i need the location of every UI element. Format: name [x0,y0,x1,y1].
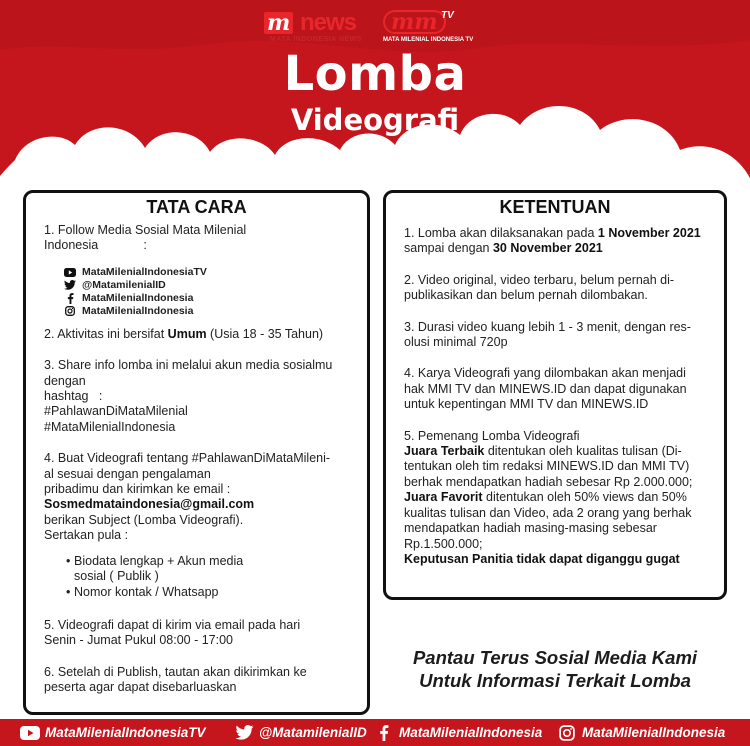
step-2 [44,327,353,342]
facebook-icon [374,725,394,741]
follow-message-line-1: Pantau Terus Sosial Media Kami [412,647,698,668]
youtube-icon [64,267,76,278]
list-item: • Nomor kontak / Whatsapp [66,584,219,599]
social-label: MataMilenialIndonesia [82,304,194,317]
mmitv-logo[interactable] [383,10,483,44]
step-3 [44,358,353,435]
list-item: • Biodata lengkap + Akun media [66,553,244,568]
minews-logo[interactable] [264,10,379,44]
step-5 [44,618,353,649]
twitter-icon [64,280,76,291]
end-date: 30 November 2021 [492,241,603,256]
footer-label: @MatamilenialID [259,725,367,740]
instagram-icon [64,306,76,317]
ketentuan-box [383,190,727,600]
footer-instagram[interactable] [557,719,725,746]
youtube-icon [20,725,40,741]
step-1-line-2: Indonesia : [44,238,147,253]
minews-logo-word: news [300,9,357,36]
rule-5: 5. Pemenang Lomba Videografi Juara Terbaik ditentukan oleh kualitas tulisan (Di- tentukan oleh tim redaksi MINEWS.ID dan MMI TV) berhak mendapatkan hadiah sebesar Rp 2.000.000; Juara Favorit ditentukan oleh 50% views dan 50% kualitas tulisan dan Video, ada 2 orang yang berhak mendapatkan hadiah masing-masing sebesar Rp.1.500.000; Keputusan Panitia tidak dapat diganggu gugat [404,428,693,566]
ketentuan-body [404,226,714,583]
footer-social-bar [0,719,750,746]
start-date: 1 November 2021 [597,226,701,240]
tata-cara-body [44,223,353,712]
twitter-icon [234,725,254,741]
tata-cara-box [23,190,370,715]
rule-3: 3. Durasi video kuang lebih 1 - 3 menit, dengan res- olusi minimal 720p [404,319,691,350]
footer-label: MataMilenialIndonesia [582,725,726,740]
tata-cara-title: TATA CARA [146,197,247,217]
hashtag-2: #MataMilenialIndonesia [44,419,176,434]
step-6-line: peserta agar dapat disebarluaskan [44,680,237,695]
step-5-line: Senin - Jumat Pukul 08:00 - 17:00 [44,633,234,648]
ketentuan-title: KETENTUAN [499,197,611,217]
rule-4: 4. Karya Videografi yang dilombakan akan menjadi hak MMI TV dan MINEWS.ID dan dapat digunakan untuk kepentingan MMI TV dan MINEWS.ID [404,366,687,412]
step-3-line: dengan [44,373,86,388]
juara-favorit-label: Juara Favorit [404,490,483,505]
list-item: sosial ( Publik ) [74,569,159,584]
footer-facebook[interactable] [374,719,542,746]
requirements-list [66,554,353,600]
email-link[interactable]: Sosmedmataindonesia@gmail.com [44,497,255,512]
hashtag-1: #PahlawanDiMataMilenial [44,404,188,419]
step-4-line: al sesuai dengan pengalaman [44,466,211,481]
rule-1: 1. Lomba akan dilaksanakan pada 1 November 2021 sampai dengan 30 November 2021 [404,226,701,256]
follow-message-line-2: Untuk Informasi Terkait Lomba [419,670,691,691]
step-4-line: berikan Subject (Lomba Videografi). [44,512,244,527]
page-title: Lomba [283,46,467,102]
logos-bar [0,6,750,44]
social-label: MataMilenialIndonesia [82,291,194,304]
juara-terbaik-label: Juara Terbaik [404,444,485,459]
step-1 [44,223,353,254]
page-subtitle: Videografi [290,103,460,137]
step-3-line: hashtag : [44,389,103,404]
step-4-line: Sertakan pula : [44,528,129,543]
social-item-instagram[interactable] [64,305,353,318]
footer-twitter[interactable] [234,719,367,746]
step-6-line: 6. Setelah di Publish, tautan akan dikirimkan ke [44,664,307,679]
step-5-line: 5. Videografi dapat di kirim via email pada hari [44,617,301,632]
step-4 [44,451,353,543]
social-list [64,266,353,318]
mmitv-logo-mark: mm [383,10,446,34]
facebook-icon [64,293,76,304]
step-4-line: pribadimu dan kirimkan ke email : [44,482,231,497]
rule-2: 2. Video original, video terbaru, belum pernah di- publikasikan dan belum pernah dilombakan. [404,272,675,303]
footer-youtube[interactable] [20,719,206,746]
step-6 [44,665,353,696]
footer-label: MataMilenialIndonesia [399,725,543,740]
mmitv-logo-sub: MATA MILENIAL INDONESIA TV [383,37,474,43]
mmitv-logo-tv: TV [441,10,454,21]
social-label: MataMilenialIndonesiaTV [82,265,207,278]
step-2-bold: Umum [167,326,207,341]
footer-label: MataMilenialIndonesiaTV [45,725,206,740]
step-1-line-1: 1. Follow Media Sosial Mata Milenial [44,223,247,237]
step-2-post: (Usia 18 - 35 Tahun) [206,326,324,341]
step-4-line: 4. Buat Videografi tentang #PahlawanDiMataMileni- [44,451,331,466]
step-2-pre: 2. Aktivitas ini bersifat [44,326,168,341]
final-decision: Keputusan Panitia tidak dapat diganggu gugat [404,551,680,566]
step-3-line: 3. Share info lomba ini melalui akun media sosialmu [44,358,333,373]
minews-logo-sub: MATA INDONESIA NEWS [270,36,362,43]
social-label: @MatamilenialID [82,278,166,291]
minews-logo-mark: m [264,12,293,34]
instagram-icon [557,725,577,741]
